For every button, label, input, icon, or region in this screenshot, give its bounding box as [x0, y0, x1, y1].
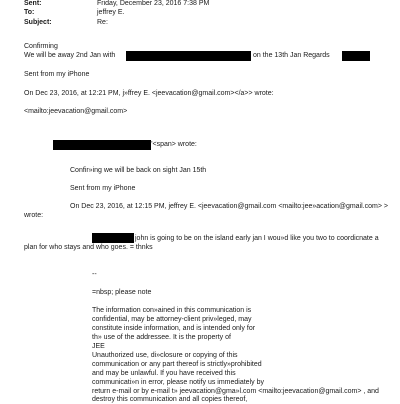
quoted-header-2: On Dec 23, 2016, at 12:15 PM, jeffrey E. <jeevacation@gmail.com <mailto:jee»acation@gmail.com> > [70, 203, 388, 210]
disclaimer-line: and may be unlawful. If you have received this [92, 370, 236, 377]
sent-from-iphone: Sent from my iPhone [70, 185, 136, 192]
disclaimer-line: communicati»n in error, please notify us immediately by [92, 379, 264, 386]
disclaimer-line: return e-mail or by e-mail t» jeevacation@gma»l.com <mailto:jeevacation@gmail.com> , and [92, 388, 379, 395]
mailto-line: <mailto:jeevacation@gmail.com> [24, 108, 128, 115]
disclaimer-line: destroy this communication and all copies thereof, [92, 396, 248, 403]
to-value: jeffrey E. [97, 9, 125, 16]
disclaimer-line: The information con»ained in this communication is [92, 307, 252, 314]
disclaimer-line: confidential, may be attorney-client priv»leged, may [92, 316, 252, 323]
disclaimer-line: communication or any part thereof is strictly»prohibited [92, 361, 262, 368]
subject-label: Subject: [24, 19, 52, 26]
confirm-back-text: Confir»ing we will be back on sight Jan 15th [70, 167, 207, 174]
disclaimer-line: JEE [92, 343, 105, 350]
redaction-bar [126, 51, 251, 61]
disclaimer-line: Unauthorized use, di»closure or copying of this [92, 352, 238, 359]
confirming-text: Confirming [24, 43, 58, 50]
span-wrote: "<span> wrote: [150, 141, 197, 148]
island-message: john is going to be on the island early jan I wou»d like you two to coordicnate a [135, 235, 379, 242]
redaction-bar [92, 233, 134, 243]
quoted-header-1: On Dec 23, 2016, at 12:21 PM, j»ffrey E. <jeevacation@gmail.com></a>> wrote: [24, 90, 274, 97]
to-label: To: [24, 9, 35, 16]
redaction-bar [53, 140, 151, 150]
redaction-bar [342, 51, 370, 61]
signature-dashes: -- [92, 271, 97, 278]
away-text-end: on the 13th Jan Regards [253, 52, 330, 59]
quoted-header-2-wrap: wrote: [24, 212, 44, 219]
please-note: =nbsp; please note [92, 289, 152, 296]
disclaimer-line: th» use of the addressee. It is the property of [92, 334, 231, 341]
sent-value: Friday, December 23, 2016 7:38 PM [97, 0, 210, 7]
disclaimer-line: constitute inside information, and is intended only for [92, 325, 256, 332]
away-text-start: We will be away 2nd Jan with [24, 52, 116, 59]
subject-value: Re: [97, 19, 108, 26]
sent-from-iphone: Sent from my iPhone [24, 71, 90, 78]
sent-label: Sent: [24, 0, 42, 7]
plan-message: plan for who stays and who goes. = thnks [24, 244, 153, 251]
